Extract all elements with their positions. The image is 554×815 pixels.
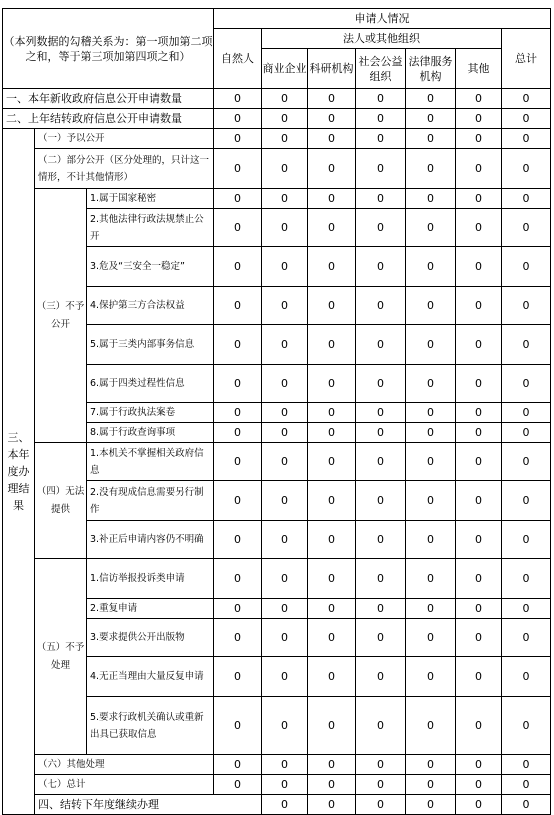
cell-value: 0 [214, 129, 262, 149]
row-label: 6.属于四类过程性信息 [87, 365, 214, 403]
row-label: 1.属于国家秘密 [87, 189, 214, 209]
cell-value: 0 [356, 443, 406, 481]
header-other: 其他 [456, 49, 502, 89]
cell-value: 0 [356, 129, 406, 149]
cell-value: 0 [308, 209, 356, 247]
cell-value: 0 [214, 89, 262, 109]
cell-value: 0 [308, 189, 356, 209]
cell-value: 0 [308, 755, 356, 775]
row-label: 1.本机关不掌握相关政府信息 [87, 443, 214, 481]
table-row [3, 89, 551, 109]
cell-value: 0 [502, 443, 551, 481]
cell-value: 0 [308, 481, 356, 521]
cell-value: 0 [456, 149, 502, 189]
cell-value: 0 [262, 619, 308, 657]
cell-value: 0 [262, 443, 308, 481]
cell-value: 0 [308, 325, 356, 365]
cell-value: 0 [356, 795, 406, 815]
cell-value: 0 [262, 287, 308, 325]
header-legal-org: 法人或其他组织 [262, 29, 502, 49]
cell-value: 0 [262, 423, 308, 443]
cell-value: 0 [406, 403, 456, 423]
cell-value: 0 [406, 129, 456, 149]
cell-value: 0 [262, 559, 308, 599]
cell-value: 0 [356, 619, 406, 657]
table-row [3, 149, 551, 189]
table-row [3, 109, 551, 129]
cell-value: 0 [214, 559, 262, 599]
cell-value: 0 [356, 559, 406, 599]
cell-value: 0 [502, 89, 551, 109]
table-row [3, 559, 551, 599]
cell-value: 0 [502, 189, 551, 209]
row-label: （六）其他处理 [35, 755, 214, 775]
header-social: 社会公益组织 [356, 49, 406, 89]
table-row [3, 775, 551, 795]
cell-value: 0 [456, 247, 502, 287]
row-label: （一）予以公开 [35, 129, 214, 149]
cell-value: 0 [214, 775, 262, 795]
cell-value: 0 [214, 657, 262, 697]
cell-value: 0 [456, 365, 502, 403]
row-label: 1.信访举报投诉类申请 [87, 559, 214, 599]
cell-value: 0 [456, 325, 502, 365]
cell-value: 0 [456, 755, 502, 775]
cell-value: 0 [502, 247, 551, 287]
cell-value: 0 [262, 247, 308, 287]
cell-value: 0 [214, 619, 262, 657]
cell-value: 0 [406, 775, 456, 795]
cell-value: 0 [308, 247, 356, 287]
row-label: 5.属于三类内部事务信息 [87, 325, 214, 365]
cell-value: 0 [214, 189, 262, 209]
cell-value: 0 [214, 697, 262, 755]
cell-value: 0 [356, 697, 406, 755]
cell-value: 0 [502, 365, 551, 403]
cell-value: 0 [262, 697, 308, 755]
cell-value: 0 [502, 423, 551, 443]
cell-value: 0 [262, 795, 308, 815]
cell-value: 0 [356, 89, 406, 109]
cell-value: 0 [456, 189, 502, 209]
cell-value: 0 [406, 287, 456, 325]
table-row [3, 443, 551, 481]
cell-value: 0 [502, 775, 551, 795]
cell-value: 0 [308, 657, 356, 697]
cell-value: 0 [308, 423, 356, 443]
cell-value: 0 [456, 129, 502, 149]
header-natural-person: 自然人 [214, 29, 262, 89]
cell-value: 0 [262, 481, 308, 521]
cell-value: 0 [406, 149, 456, 189]
cell-value: 0 [406, 795, 456, 815]
cell-value: 0 [308, 287, 356, 325]
cell-value: 0 [456, 287, 502, 325]
cell-value: 0 [502, 325, 551, 365]
row-label: 8.属于行政查询事项 [87, 423, 214, 443]
cell-value: 0 [456, 697, 502, 755]
cell-value: 0 [308, 443, 356, 481]
row-label: （七）总计 [35, 775, 214, 795]
cell-value: 0 [262, 89, 308, 109]
header-total: 总计 [502, 29, 551, 89]
cell-value: 0 [356, 599, 406, 619]
cell-value: 0 [214, 521, 262, 559]
cell-value: 0 [456, 775, 502, 795]
cell-value: 0 [502, 755, 551, 775]
header-commercial: 商业企业 [262, 49, 308, 89]
cell-value: 0 [406, 599, 456, 619]
cell-value: 0 [262, 599, 308, 619]
cell-value: 0 [502, 619, 551, 657]
cell-value: 0 [308, 697, 356, 755]
cell-value: 0 [214, 149, 262, 189]
cell-value: 0 [502, 129, 551, 149]
cell-value: 0 [262, 365, 308, 403]
cell-value: 0 [502, 657, 551, 697]
cell-value: 0 [308, 599, 356, 619]
cell-value: 0 [214, 109, 262, 129]
cell-value: 0 [456, 109, 502, 129]
cell-value: 0 [406, 189, 456, 209]
cell-value: 0 [456, 795, 502, 815]
cell-value: 0 [262, 755, 308, 775]
cell-value: 0 [502, 403, 551, 423]
row-label: 4.无正当理由大量反复申请 [87, 657, 214, 697]
cell-value: 0 [456, 89, 502, 109]
cell-value: 0 [406, 657, 456, 697]
header-applicant: 申请人情况 [214, 9, 551, 29]
cell-value: 0 [456, 657, 502, 697]
cell-value: 0 [262, 129, 308, 149]
cell-value: 0 [262, 325, 308, 365]
cell-value: 0 [214, 403, 262, 423]
row-label: 7.属于行政执法案卷 [87, 403, 214, 423]
cell-value: 0 [214, 287, 262, 325]
table-row [3, 795, 551, 815]
row-label: 2.重复申请 [87, 599, 214, 619]
cell-value: 0 [356, 657, 406, 697]
cell-value: 0 [356, 109, 406, 129]
group-label: （三）不予公开 [35, 189, 87, 443]
cell-value: 0 [406, 365, 456, 403]
cell-value: 0 [262, 109, 308, 129]
disclosure-statistics-table [2, 8, 551, 815]
cell-value: 0 [214, 325, 262, 365]
cell-value: 0 [308, 365, 356, 403]
cell-value: 0 [406, 423, 456, 443]
cell-value: 0 [406, 481, 456, 521]
cell-value: 0 [308, 129, 356, 149]
cell-value: 0 [406, 559, 456, 599]
row-label: 四、结转下年度继续办理 [35, 795, 262, 815]
cell-value: 0 [308, 795, 356, 815]
cell-value: 0 [502, 795, 551, 815]
cell-value: 0 [502, 287, 551, 325]
cell-value: 0 [356, 247, 406, 287]
cell-value: 0 [406, 619, 456, 657]
row-label: 3.补正后申请内容仍不明确 [87, 521, 214, 559]
cell-value: 0 [214, 423, 262, 443]
cell-value: 0 [502, 559, 551, 599]
cell-value: 0 [262, 209, 308, 247]
cell-value: 0 [356, 149, 406, 189]
table-row [3, 755, 551, 775]
cell-value: 0 [262, 403, 308, 423]
group-label: （四）无法提供 [35, 443, 87, 559]
header-research: 科研机构 [308, 49, 356, 89]
cell-value: 0 [502, 697, 551, 755]
row-label: 2.没有现成信息需要另行制作 [87, 481, 214, 521]
cell-value: 0 [214, 365, 262, 403]
cell-value: 0 [214, 755, 262, 775]
cell-value: 0 [502, 149, 551, 189]
cell-value: 0 [456, 403, 502, 423]
cell-value: 0 [456, 481, 502, 521]
cell-value: 0 [406, 247, 456, 287]
cell-value: 0 [262, 657, 308, 697]
row-label: 3.危及“三安全一稳定” [87, 247, 214, 287]
cell-value: 0 [356, 775, 406, 795]
cell-value: 0 [406, 443, 456, 481]
cell-value: 0 [406, 521, 456, 559]
cell-value: 0 [502, 481, 551, 521]
cell-value: 0 [356, 325, 406, 365]
cell-value: 0 [406, 109, 456, 129]
cell-value: 0 [214, 599, 262, 619]
cell-value: 0 [356, 403, 406, 423]
cell-value: 0 [456, 599, 502, 619]
cell-value: 0 [456, 423, 502, 443]
row-label: 3.要求提供公开出版物 [87, 619, 214, 657]
section-three-label: 三、本年度办理结果 [3, 129, 35, 815]
cell-value: 0 [406, 89, 456, 109]
cell-value: 0 [356, 423, 406, 443]
cell-value: 0 [214, 443, 262, 481]
cell-value: 0 [214, 481, 262, 521]
cell-value: 0 [356, 287, 406, 325]
cell-value: 0 [356, 755, 406, 775]
row-label: （二）部分公开（区分处理的，只计这一情形，不计其他情形） [35, 149, 214, 189]
cell-value: 0 [502, 209, 551, 247]
cell-value: 0 [308, 559, 356, 599]
cell-value: 0 [308, 775, 356, 795]
cell-value: 0 [456, 619, 502, 657]
cell-value: 0 [456, 521, 502, 559]
cell-value: 0 [406, 209, 456, 247]
cell-value: 0 [308, 619, 356, 657]
cell-value: 0 [308, 89, 356, 109]
cell-value: 0 [308, 521, 356, 559]
cell-value: 0 [456, 559, 502, 599]
header-note: （本列数据的勾稽关系为：第一项加第二项之和，等于第三项加第四项之和） [3, 9, 214, 89]
row-label: 二、上年结转政府信息公开申请数量 [3, 109, 214, 129]
cell-value: 0 [502, 109, 551, 129]
cell-value: 0 [214, 247, 262, 287]
cell-value: 0 [356, 189, 406, 209]
cell-value: 0 [262, 189, 308, 209]
cell-value: 0 [406, 755, 456, 775]
row-label: 一、本年新收政府信息公开申请数量 [3, 89, 214, 109]
cell-value: 0 [262, 775, 308, 795]
group-label: （五）不予处理 [35, 559, 87, 755]
cell-value: 0 [308, 149, 356, 189]
cell-value: 0 [356, 365, 406, 403]
cell-value: 0 [456, 443, 502, 481]
cell-value: 0 [356, 481, 406, 521]
cell-value: 0 [356, 521, 406, 559]
cell-value: 0 [262, 521, 308, 559]
cell-value: 0 [502, 599, 551, 619]
header-legal-service: 法律服务机构 [406, 49, 456, 89]
cell-value: 0 [456, 209, 502, 247]
cell-value: 0 [308, 109, 356, 129]
cell-value: 0 [262, 149, 308, 189]
cell-value: 0 [406, 697, 456, 755]
row-label: 4.保护第三方合法权益 [87, 287, 214, 325]
row-label: 2.其他法律行政法规禁止公开 [87, 209, 214, 247]
cell-value: 0 [356, 209, 406, 247]
cell-value: 0 [214, 209, 262, 247]
cell-value: 0 [308, 403, 356, 423]
table-row [3, 189, 551, 209]
row-label: 5.要求行政机关确认或重新出具已获取信息 [87, 697, 214, 755]
cell-value: 0 [502, 521, 551, 559]
cell-value: 0 [406, 325, 456, 365]
table-row [3, 129, 551, 149]
